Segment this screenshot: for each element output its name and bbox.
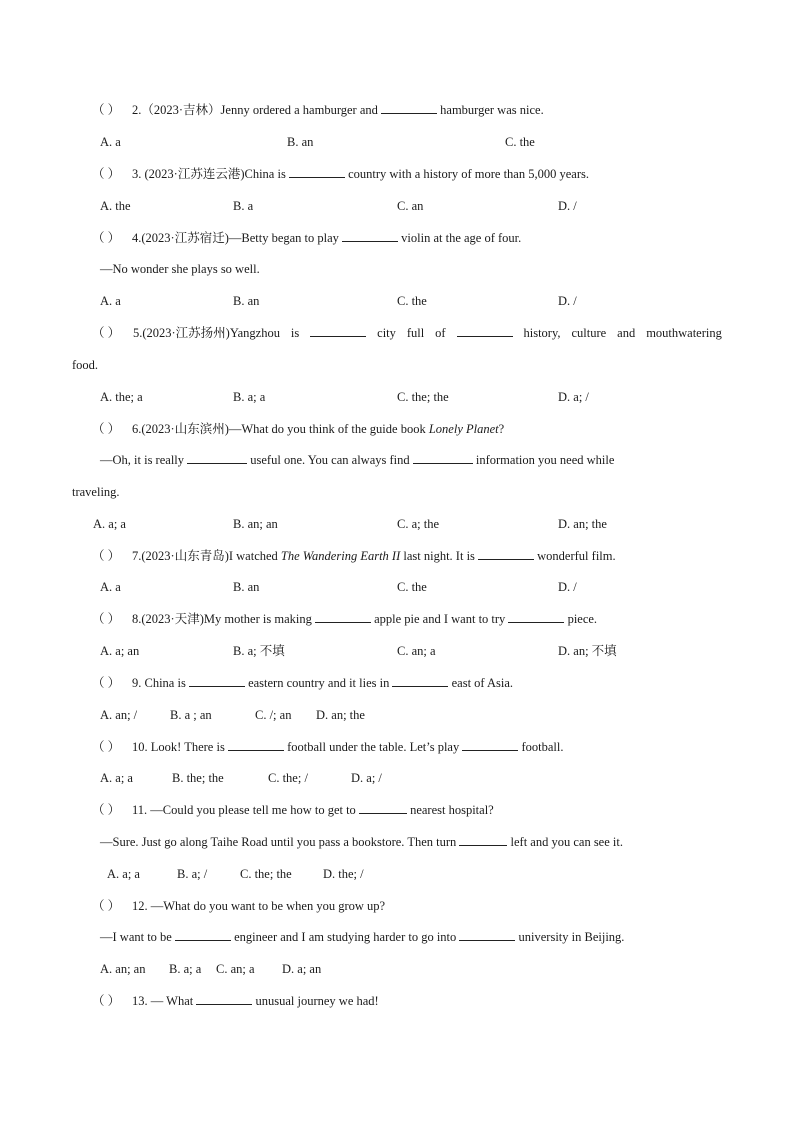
question-text: 13. — What [132, 994, 197, 1008]
answer-blank[interactable] [508, 611, 564, 623]
answer-paren[interactable]: （ ） [92, 740, 121, 754]
answer-blank[interactable] [459, 834, 507, 846]
option-a[interactable]: A. the [100, 199, 131, 213]
option-c[interactable]: C. the [397, 294, 427, 308]
option-c[interactable]: C. /; an [255, 708, 292, 722]
dialogue-reply: —No wonder she plays so well. [100, 262, 260, 276]
answer-blank[interactable] [189, 675, 245, 687]
option-d[interactable]: D. an; the [558, 517, 607, 531]
option-a[interactable]: A. a [100, 580, 121, 594]
option-b[interactable]: B. an; an [233, 517, 278, 531]
question-text: information you need while [472, 453, 615, 467]
question-text: country with a history of more than 5,000 years. [344, 167, 589, 181]
question-text: hamburger was nice. [437, 103, 544, 117]
option-b[interactable]: B. an [233, 294, 260, 308]
answer-paren[interactable]: （ ） [92, 549, 121, 563]
answer-blank[interactable] [196, 993, 252, 1005]
option-a[interactable]: A. a; a [100, 771, 133, 785]
question-text: 9. China is [132, 676, 189, 690]
question-text: left and you can see it. [507, 835, 623, 849]
question-11 [92, 802, 494, 818]
question-text: 11. —Could you please tell me how to get to [132, 803, 359, 817]
question-2 [92, 102, 544, 118]
film-title: The Wandering Earth II [280, 549, 401, 563]
question-5 [92, 325, 722, 341]
question-text: nearest hospital? [406, 803, 494, 817]
question-10 [92, 739, 564, 755]
answer-paren[interactable]: （ ） [92, 167, 121, 181]
answer-paren[interactable]: （ ） [92, 803, 121, 817]
question-7 [92, 548, 616, 564]
option-b[interactable]: B. a ; an [170, 708, 212, 722]
option-c[interactable]: C. the [505, 135, 535, 149]
question-text: 5.(2023·江苏扬州)Yangzhou [132, 326, 280, 340]
option-c[interactable]: C. the; the [397, 390, 449, 404]
option-b[interactable]: B. a; / [177, 867, 208, 881]
option-b[interactable]: B. a; a [233, 390, 266, 404]
question-text: of [435, 326, 446, 340]
answer-blank[interactable] [228, 739, 284, 751]
answer-blank[interactable] [381, 102, 437, 114]
option-d[interactable]: D. / [558, 199, 577, 213]
question-8 [92, 611, 597, 627]
question-3 [92, 166, 589, 182]
question-text: 4.(2023·江苏宿迁)—Betty began to play [132, 231, 343, 245]
answer-blank[interactable] [187, 452, 247, 464]
dialogue-reply [100, 929, 624, 945]
option-b[interactable]: B. the; the [172, 771, 224, 785]
question-text: is [290, 326, 300, 340]
question-text-continued: traveling. [72, 485, 120, 499]
option-c[interactable]: C. the; / [268, 771, 308, 785]
option-b[interactable]: B. a; a [169, 962, 202, 976]
question-text: eastern country and it lies in [244, 676, 393, 690]
question-4 [92, 230, 521, 246]
question-text: —Sure. Just go along Taihe Road until you pass a bookstore. Then turn [100, 835, 460, 849]
option-a[interactable]: A. a; a [93, 517, 126, 531]
option-c[interactable]: C. an [397, 199, 424, 213]
dialogue-reply [100, 452, 614, 468]
question-12 [92, 898, 385, 914]
option-d[interactable]: D. an; the [316, 708, 365, 722]
question-text: and [617, 326, 636, 340]
question-6 [92, 421, 504, 437]
option-d[interactable]: D. a; an [282, 962, 322, 976]
question-text: culture [571, 326, 607, 340]
question-text: —I want to be [100, 930, 175, 944]
question-text: 8.(2023·天津)My mother is making [132, 612, 315, 626]
answer-paren[interactable]: （ ） [92, 422, 121, 436]
question-text: engineer and I am studying harder to go into [230, 930, 460, 944]
answer-paren[interactable]: （ ） [92, 899, 121, 913]
option-a[interactable]: A. an; an [100, 962, 146, 976]
answer-paren[interactable]: （ ） [92, 326, 121, 340]
answer-blank[interactable] [310, 325, 366, 337]
option-c[interactable]: C. a; the [397, 517, 440, 531]
option-a[interactable]: A. a; an [100, 644, 140, 658]
question-text: last night. It is [400, 549, 479, 563]
answer-blank[interactable] [413, 452, 473, 464]
option-b[interactable]: B. an [287, 135, 314, 149]
option-d[interactable]: D. / [558, 580, 577, 594]
question-text-continued: food. [72, 358, 99, 372]
question-text: 6.(2023·山东滨州)—What do you think of the guide book [132, 422, 429, 436]
question-text: 3. (2023·江苏连云港)China is [132, 167, 289, 181]
question-text: football under the table. Let’s play [283, 740, 463, 754]
option-a[interactable]: A. an; / [100, 708, 138, 722]
question-text: piece. [564, 612, 598, 626]
option-d[interactable]: D. a; / [351, 771, 382, 785]
option-a[interactable]: A. a [100, 294, 121, 308]
option-a[interactable]: A. the; a [100, 390, 143, 404]
option-d[interactable]: D. an; 不填 [558, 644, 617, 658]
question-text: ? [498, 422, 505, 436]
answer-blank[interactable] [462, 739, 518, 751]
question-text: city [377, 326, 396, 340]
question-text: 10. Look! There is [132, 740, 228, 754]
answer-blank[interactable] [392, 675, 448, 687]
question-text: wonderful film. [534, 549, 616, 563]
question-text: 12. —What do you want to be when you grow up? [132, 899, 386, 913]
question-text: 2.（2023·吉林）Jenny ordered a hamburger and [132, 103, 382, 117]
question-text: university in Beijing. [515, 930, 625, 944]
option-a[interactable]: A. a [100, 135, 121, 149]
answer-blank[interactable] [175, 929, 231, 941]
answer-paren[interactable]: （ ） [92, 994, 121, 1008]
book-title: Lonely Planet [428, 422, 499, 436]
answer-paren[interactable]: （ ） [92, 612, 121, 626]
answer-blank[interactable] [289, 166, 345, 178]
answer-paren[interactable]: （ ） [92, 231, 121, 245]
option-d[interactable]: D. a; / [558, 390, 589, 404]
question-text: mouthwatering [646, 326, 722, 340]
question-text: useful one. You can always find [247, 453, 413, 467]
answer-blank[interactable] [342, 230, 398, 242]
answer-paren[interactable]: （ ） [92, 103, 121, 117]
answer-paren[interactable]: （ ） [92, 676, 121, 690]
option-a[interactable]: A. a; a [107, 867, 140, 881]
answer-blank[interactable] [457, 325, 513, 337]
answer-blank[interactable] [315, 611, 371, 623]
question-text: history, [523, 326, 561, 340]
question-text: unusual journey we had! [252, 994, 379, 1008]
answer-blank[interactable] [359, 802, 407, 814]
answer-blank[interactable] [478, 548, 534, 560]
question-text: —Oh, it is really [100, 453, 188, 467]
option-c[interactable]: C. an; a [216, 962, 255, 976]
question-text: full [406, 326, 425, 340]
option-b[interactable]: B. a [233, 199, 254, 213]
option-d[interactable]: D. / [558, 294, 577, 308]
dialogue-reply [100, 834, 623, 850]
answer-blank[interactable] [459, 929, 515, 941]
question-9 [92, 675, 513, 691]
option-c[interactable]: C. the; the [240, 867, 292, 881]
question-text: apple pie and I want to try [370, 612, 509, 626]
question-text: football. [518, 740, 564, 754]
option-b[interactable]: B. an [233, 580, 260, 594]
option-b[interactable]: B. a; 不填 [233, 644, 285, 658]
question-text: east of Asia. [448, 676, 514, 690]
question-text: 7.(2023·山东青岛)I watched [132, 549, 281, 563]
option-c[interactable]: C. an; a [397, 644, 436, 658]
question-text: violin at the age of four. [398, 231, 522, 245]
option-d[interactable]: D. the; / [323, 867, 364, 881]
question-13 [92, 993, 379, 1009]
option-c[interactable]: C. the [397, 580, 427, 594]
